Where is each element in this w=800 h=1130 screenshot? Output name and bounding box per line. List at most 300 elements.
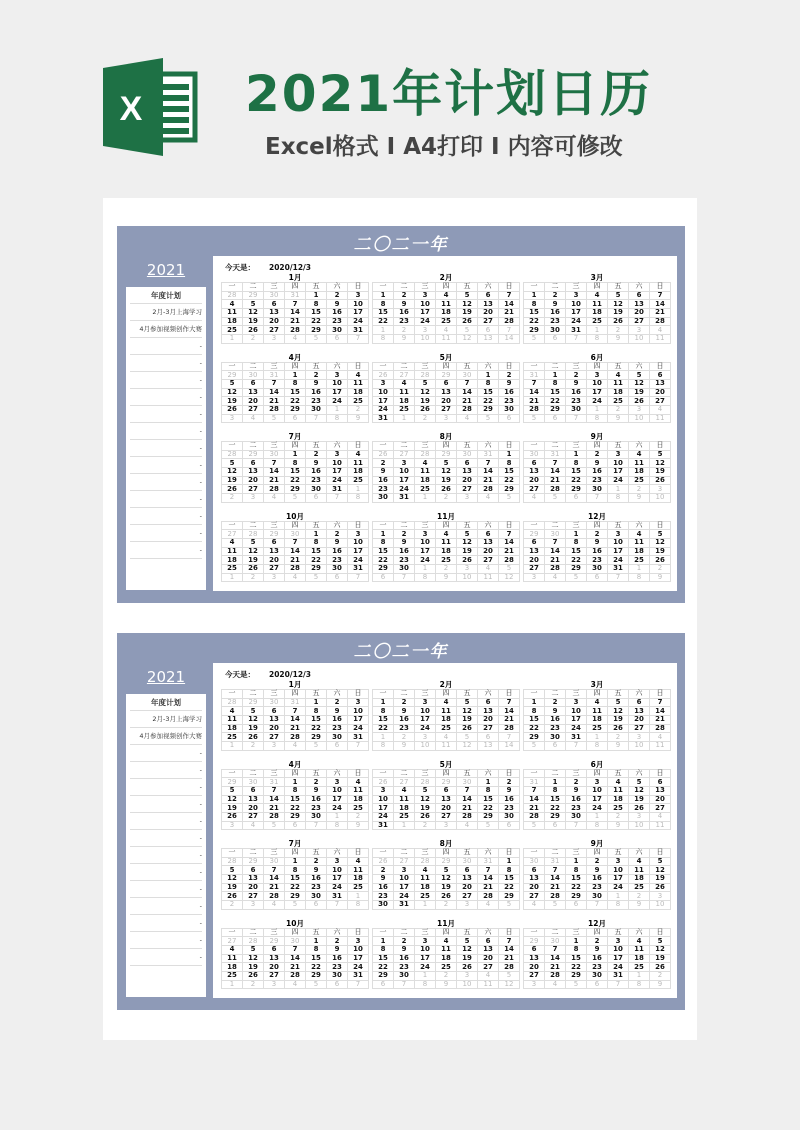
day-cell-other-month[interactable]: 7 [587, 494, 608, 503]
plan-item[interactable]: - [130, 796, 202, 813]
day-cell[interactable]: 27 [478, 963, 499, 972]
day-cell-other-month[interactable]: 3 [264, 980, 285, 989]
plan-item[interactable]: - [130, 779, 202, 796]
day-cell-other-month[interactable]: 3 [457, 564, 478, 573]
day-cell-other-month[interactable]: 3 [436, 821, 457, 830]
day-cell[interactable]: 19 [629, 795, 650, 804]
day-cell-other-month[interactable]: 29 [222, 371, 243, 380]
day-cell[interactable]: 1 [478, 778, 499, 787]
day-cell[interactable]: 27 [243, 485, 264, 494]
day-cell[interactable]: 2 [499, 778, 520, 787]
day-cell-other-month[interactable]: 10 [415, 335, 436, 344]
day-cell[interactable]: 16 [499, 388, 520, 397]
day-cell[interactable]: 20 [243, 804, 264, 813]
day-cell[interactable]: 2 [499, 371, 520, 380]
plan-item[interactable]: - [130, 372, 202, 389]
day-cell[interactable]: 12 [243, 954, 264, 963]
day-cell-other-month[interactable]: 6 [327, 335, 348, 344]
day-cell-other-month[interactable]: 6 [478, 326, 499, 335]
day-cell[interactable]: 3 [566, 698, 587, 707]
day-cell[interactable]: 7 [545, 945, 566, 954]
day-cell[interactable]: 14 [499, 707, 520, 716]
plan-item[interactable]: 2月-3月上海学习 [130, 304, 202, 321]
day-cell[interactable]: 12 [436, 875, 457, 884]
day-cell[interactable]: 29 [566, 971, 587, 980]
day-cell-other-month[interactable]: 4 [478, 901, 499, 910]
day-cell[interactable]: 4 [629, 937, 650, 946]
day-cell[interactable]: 31 [566, 326, 587, 335]
day-cell-other-month[interactable]: 2 [415, 414, 436, 423]
day-cell[interactable]: 20 [524, 883, 545, 892]
day-cell-other-month[interactable]: 1 [587, 733, 608, 742]
day-cell[interactable]: 23 [394, 724, 415, 733]
day-cell[interactable]: 11 [348, 866, 369, 875]
day-cell[interactable]: 21 [478, 476, 499, 485]
day-cell[interactable]: 3 [373, 379, 394, 388]
day-cell[interactable]: 1 [285, 857, 306, 866]
day-cell-other-month[interactable]: 13 [478, 335, 499, 344]
day-cell-other-month[interactable]: 2 [608, 326, 629, 335]
day-cell-other-month[interactable]: 5 [478, 414, 499, 423]
day-cell[interactable]: 6 [457, 866, 478, 875]
day-cell[interactable]: 5 [243, 300, 264, 309]
day-cell-other-month[interactable]: 3 [264, 335, 285, 344]
day-cell[interactable]: 5 [457, 291, 478, 300]
day-cell[interactable]: 17 [415, 309, 436, 318]
day-cell[interactable]: 22 [545, 804, 566, 813]
day-cell-other-month[interactable]: 4 [285, 742, 306, 751]
day-cell[interactable]: 4 [587, 291, 608, 300]
day-cell[interactable]: 12 [415, 388, 436, 397]
day-cell[interactable]: 3 [327, 371, 348, 380]
day-cell[interactable]: 1 [545, 371, 566, 380]
day-cell[interactable]: 8 [524, 707, 545, 716]
day-cell[interactable]: 16 [545, 309, 566, 318]
day-cell[interactable]: 12 [415, 795, 436, 804]
plan-item[interactable]: - [130, 508, 202, 525]
day-cell[interactable]: 22 [306, 963, 327, 972]
day-cell[interactable]: 15 [566, 547, 587, 556]
day-cell-other-month[interactable]: 29 [436, 857, 457, 866]
day-cell[interactable]: 3 [415, 698, 436, 707]
day-cell-other-month[interactable]: 3 [629, 326, 650, 335]
day-cell[interactable]: 11 [222, 547, 243, 556]
day-cell[interactable]: 4 [348, 371, 369, 380]
day-cell-other-month[interactable]: 28 [415, 371, 436, 380]
day-cell[interactable]: 21 [524, 397, 545, 406]
day-cell-other-month[interactable]: 4 [243, 414, 264, 423]
day-cell[interactable]: 4 [436, 937, 457, 946]
day-cell[interactable]: 2 [394, 291, 415, 300]
day-cell[interactable]: 4 [608, 371, 629, 380]
day-cell[interactable]: 24 [415, 724, 436, 733]
day-cell[interactable]: 27 [436, 405, 457, 414]
day-cell[interactable]: 14 [499, 538, 520, 547]
day-cell-other-month[interactable]: 1 [608, 892, 629, 901]
day-cell[interactable]: 27 [264, 971, 285, 980]
plan-item[interactable]: - [130, 762, 202, 779]
day-cell[interactable]: 6 [457, 459, 478, 468]
day-cell[interactable]: 21 [478, 883, 499, 892]
day-cell-other-month[interactable]: 9 [348, 414, 369, 423]
day-cell-other-month[interactable]: 4 [650, 405, 671, 414]
day-cell-other-month[interactable]: 3 [524, 980, 545, 989]
day-cell-other-month[interactable]: 12 [457, 335, 478, 344]
day-cell[interactable]: 17 [587, 795, 608, 804]
day-cell-other-month[interactable]: 29 [243, 450, 264, 459]
day-cell[interactable]: 24 [327, 476, 348, 485]
day-cell-other-month[interactable]: 10 [629, 821, 650, 830]
day-cell[interactable]: 23 [587, 556, 608, 565]
day-cell-other-month[interactable]: 3 [650, 485, 671, 494]
day-cell[interactable]: 18 [629, 875, 650, 884]
day-cell[interactable]: 30 [327, 733, 348, 742]
day-cell[interactable]: 9 [545, 300, 566, 309]
day-cell[interactable]: 15 [545, 388, 566, 397]
day-cell[interactable]: 25 [394, 812, 415, 821]
day-cell-other-month[interactable]: 5 [306, 573, 327, 582]
day-cell[interactable]: 14 [285, 547, 306, 556]
day-cell-other-month[interactable]: 4 [650, 733, 671, 742]
day-cell[interactable]: 23 [373, 892, 394, 901]
day-cell[interactable]: 17 [566, 716, 587, 725]
day-cell[interactable]: 30 [327, 326, 348, 335]
day-cell-other-month[interactable]: 7 [608, 980, 629, 989]
day-cell[interactable]: 8 [478, 786, 499, 795]
day-cell[interactable]: 13 [524, 468, 545, 477]
day-cell-other-month[interactable]: 29 [243, 857, 264, 866]
day-cell[interactable]: 20 [264, 963, 285, 972]
day-cell[interactable]: 6 [264, 538, 285, 547]
plan-item[interactable]: - [130, 423, 202, 440]
day-cell-other-month[interactable]: 1 [629, 564, 650, 573]
day-cell[interactable]: 1 [499, 450, 520, 459]
day-cell[interactable]: 21 [545, 883, 566, 892]
day-cell[interactable]: 12 [222, 388, 243, 397]
day-cell[interactable]: 21 [264, 476, 285, 485]
day-cell[interactable]: 23 [306, 476, 327, 485]
day-cell-other-month[interactable]: 4 [545, 573, 566, 582]
day-cell[interactable]: 1 [373, 291, 394, 300]
day-cell[interactable]: 20 [436, 804, 457, 813]
day-cell[interactable]: 10 [327, 379, 348, 388]
day-cell[interactable]: 29 [478, 405, 499, 414]
day-cell[interactable]: 23 [566, 804, 587, 813]
day-cell-other-month[interactable]: 2 [394, 326, 415, 335]
day-cell[interactable]: 7 [499, 291, 520, 300]
day-cell[interactable]: 14 [264, 388, 285, 397]
day-cell[interactable]: 19 [243, 963, 264, 972]
day-cell-other-month[interactable]: 1 [587, 405, 608, 414]
day-cell[interactable]: 25 [587, 724, 608, 733]
plan-item[interactable]: - [130, 542, 202, 559]
day-cell[interactable]: 25 [415, 485, 436, 494]
day-cell-other-month[interactable]: 6 [499, 821, 520, 830]
day-cell-other-month[interactable]: 9 [436, 980, 457, 989]
day-cell[interactable]: 13 [524, 547, 545, 556]
day-cell[interactable]: 23 [306, 804, 327, 813]
day-cell-other-month[interactable]: 4 [478, 971, 499, 980]
day-cell-other-month[interactable]: 1 [587, 812, 608, 821]
day-cell[interactable]: 3 [608, 937, 629, 946]
day-cell[interactable]: 11 [608, 379, 629, 388]
day-cell[interactable]: 6 [650, 371, 671, 380]
day-cell[interactable]: 26 [650, 556, 671, 565]
day-cell[interactable]: 8 [373, 538, 394, 547]
day-cell[interactable]: 12 [629, 786, 650, 795]
day-cell[interactable]: 22 [545, 397, 566, 406]
day-cell-other-month[interactable]: 4 [436, 326, 457, 335]
day-cell[interactable]: 10 [348, 538, 369, 547]
day-cell[interactable]: 15 [306, 309, 327, 318]
day-cell[interactable]: 2 [545, 698, 566, 707]
day-cell[interactable]: 28 [264, 405, 285, 414]
day-cell[interactable]: 27 [243, 405, 264, 414]
day-cell[interactable]: 19 [436, 883, 457, 892]
day-cell[interactable]: 31 [373, 821, 394, 830]
day-cell[interactable]: 18 [608, 388, 629, 397]
day-cell-other-month[interactable]: 30 [524, 857, 545, 866]
day-cell-other-month[interactable]: 28 [243, 937, 264, 946]
day-cell[interactable]: 18 [222, 963, 243, 972]
day-cell[interactable]: 27 [524, 485, 545, 494]
day-cell[interactable]: 27 [457, 892, 478, 901]
day-cell[interactable]: 19 [650, 547, 671, 556]
day-cell-other-month[interactable]: 1 [587, 326, 608, 335]
day-cell-other-month[interactable]: 4 [650, 812, 671, 821]
day-cell[interactable]: 13 [243, 468, 264, 477]
plan-item[interactable]: - [130, 440, 202, 457]
day-cell[interactable]: 31 [566, 733, 587, 742]
day-cell[interactable]: 6 [264, 945, 285, 954]
day-cell[interactable]: 21 [285, 317, 306, 326]
day-cell[interactable]: 17 [394, 883, 415, 892]
day-cell-other-month[interactable]: 7 [394, 573, 415, 582]
day-cell[interactable]: 11 [436, 707, 457, 716]
day-cell[interactable]: 3 [327, 857, 348, 866]
day-cell-other-month[interactable]: 8 [327, 821, 348, 830]
day-cell[interactable]: 5 [650, 530, 671, 539]
day-cell[interactable]: 10 [348, 300, 369, 309]
day-cell[interactable]: 29 [499, 892, 520, 901]
day-cell[interactable]: 19 [608, 716, 629, 725]
day-cell[interactable]: 22 [499, 476, 520, 485]
day-cell[interactable]: 10 [587, 786, 608, 795]
day-cell[interactable]: 12 [608, 300, 629, 309]
day-cell-other-month[interactable]: 4 [264, 901, 285, 910]
day-cell[interactable]: 3 [415, 937, 436, 946]
day-cell[interactable]: 3 [587, 371, 608, 380]
day-cell[interactable]: 12 [243, 547, 264, 556]
day-cell[interactable]: 18 [415, 476, 436, 485]
day-cell-other-month[interactable]: 8 [373, 742, 394, 751]
day-cell[interactable]: 21 [650, 309, 671, 318]
day-cell[interactable]: 15 [478, 388, 499, 397]
day-cell[interactable]: 7 [650, 291, 671, 300]
day-cell[interactable]: 14 [457, 388, 478, 397]
day-cell[interactable]: 12 [222, 875, 243, 884]
day-cell[interactable]: 10 [394, 875, 415, 884]
day-cell[interactable]: 26 [650, 883, 671, 892]
day-cell[interactable]: 18 [587, 716, 608, 725]
day-cell[interactable]: 2 [306, 857, 327, 866]
day-cell[interactable]: 14 [524, 388, 545, 397]
day-cell[interactable]: 13 [264, 716, 285, 725]
day-cell[interactable]: 4 [587, 698, 608, 707]
day-cell-other-month[interactable]: 3 [222, 414, 243, 423]
day-cell[interactable]: 11 [348, 379, 369, 388]
day-cell[interactable]: 8 [499, 459, 520, 468]
plan-item[interactable]: - [130, 355, 202, 372]
day-cell[interactable]: 26 [243, 733, 264, 742]
day-cell-other-month[interactable]: 28 [415, 778, 436, 787]
day-cell[interactable]: 25 [415, 892, 436, 901]
day-cell[interactable]: 28 [285, 971, 306, 980]
day-cell-other-month[interactable]: 31 [264, 371, 285, 380]
day-cell[interactable]: 27 [436, 812, 457, 821]
day-cell-other-month[interactable]: 9 [650, 573, 671, 582]
day-cell[interactable]: 12 [436, 468, 457, 477]
plan-item[interactable]: - [130, 525, 202, 542]
day-cell[interactable]: 19 [222, 397, 243, 406]
day-cell-other-month[interactable]: 4 [285, 980, 306, 989]
day-cell[interactable]: 30 [373, 901, 394, 910]
day-cell[interactable]: 4 [629, 450, 650, 459]
day-cell-other-month[interactable]: 7 [499, 326, 520, 335]
day-cell[interactable]: 2 [394, 530, 415, 539]
day-cell[interactable]: 8 [373, 707, 394, 716]
day-cell[interactable]: 9 [566, 379, 587, 388]
day-cell[interactable]: 24 [415, 963, 436, 972]
day-cell[interactable]: 2 [394, 698, 415, 707]
day-cell[interactable]: 10 [415, 945, 436, 954]
day-cell[interactable]: 24 [348, 963, 369, 972]
day-cell[interactable]: 16 [587, 547, 608, 556]
day-cell[interactable]: 14 [285, 309, 306, 318]
plan-item[interactable]: - [130, 389, 202, 406]
day-cell[interactable]: 22 [306, 724, 327, 733]
day-cell-other-month[interactable]: 6 [285, 821, 306, 830]
day-cell[interactable]: 13 [629, 707, 650, 716]
day-cell-other-month[interactable]: 30 [545, 937, 566, 946]
day-cell-other-month[interactable]: 9 [650, 980, 671, 989]
day-cell[interactable]: 27 [524, 564, 545, 573]
day-cell-other-month[interactable]: 10 [629, 742, 650, 751]
day-cell[interactable]: 28 [285, 733, 306, 742]
day-cell[interactable]: 7 [264, 786, 285, 795]
day-cell[interactable]: 12 [629, 379, 650, 388]
day-cell[interactable]: 14 [264, 875, 285, 884]
day-cell[interactable]: 30 [587, 892, 608, 901]
day-cell-other-month[interactable]: 3 [629, 733, 650, 742]
day-cell[interactable]: 22 [285, 476, 306, 485]
day-cell[interactable]: 24 [348, 317, 369, 326]
day-cell[interactable]: 18 [348, 875, 369, 884]
day-cell-other-month[interactable]: 8 [415, 573, 436, 582]
day-cell-other-month[interactable]: 28 [222, 450, 243, 459]
day-cell[interactable]: 29 [566, 564, 587, 573]
day-cell[interactable]: 12 [222, 795, 243, 804]
day-cell-other-month[interactable]: 9 [608, 742, 629, 751]
day-cell-other-month[interactable]: 3 [264, 573, 285, 582]
day-cell[interactable]: 21 [545, 963, 566, 972]
day-cell-other-month[interactable]: 31 [478, 450, 499, 459]
day-cell[interactable]: 14 [650, 300, 671, 309]
day-cell[interactable]: 10 [394, 468, 415, 477]
day-cell[interactable]: 7 [545, 866, 566, 875]
day-cell[interactable]: 20 [264, 724, 285, 733]
day-cell-other-month[interactable]: 29 [243, 291, 264, 300]
day-cell-other-month[interactable]: 8 [348, 901, 369, 910]
day-cell[interactable]: 11 [436, 945, 457, 954]
day-cell[interactable]: 25 [222, 326, 243, 335]
day-cell[interactable]: 30 [373, 494, 394, 503]
day-cell[interactable]: 11 [587, 300, 608, 309]
day-cell[interactable]: 23 [545, 724, 566, 733]
day-cell[interactable]: 6 [478, 937, 499, 946]
day-cell-other-month[interactable]: 1 [415, 971, 436, 980]
day-cell-other-month[interactable]: 12 [499, 980, 520, 989]
day-cell[interactable]: 18 [222, 556, 243, 565]
day-cell[interactable]: 15 [545, 795, 566, 804]
day-cell-other-month[interactable]: 8 [629, 980, 650, 989]
day-cell[interactable]: 28 [545, 485, 566, 494]
day-cell[interactable]: 23 [327, 317, 348, 326]
day-cell[interactable]: 5 [243, 707, 264, 716]
day-cell[interactable]: 24 [608, 476, 629, 485]
day-cell-other-month[interactable]: 3 [457, 494, 478, 503]
day-cell-other-month[interactable]: 6 [478, 733, 499, 742]
day-cell[interactable]: 23 [499, 804, 520, 813]
day-cell[interactable]: 27 [478, 317, 499, 326]
day-cell[interactable]: 9 [373, 875, 394, 884]
day-cell[interactable]: 21 [524, 804, 545, 813]
day-cell[interactable]: 11 [222, 309, 243, 318]
day-cell[interactable]: 25 [436, 963, 457, 972]
day-cell[interactable]: 4 [436, 530, 457, 539]
day-cell[interactable]: 1 [285, 450, 306, 459]
day-cell[interactable]: 1 [478, 371, 499, 380]
day-cell[interactable]: 2 [587, 450, 608, 459]
day-cell-other-month[interactable]: 14 [499, 742, 520, 751]
day-cell[interactable]: 18 [222, 317, 243, 326]
day-cell[interactable]: 6 [478, 291, 499, 300]
day-cell-other-month[interactable]: 7 [306, 821, 327, 830]
day-cell[interactable]: 2 [327, 698, 348, 707]
day-cell[interactable]: 19 [650, 875, 671, 884]
day-cell[interactable]: 27 [650, 804, 671, 813]
day-cell[interactable]: 15 [306, 716, 327, 725]
day-cell-other-month[interactable]: 29 [243, 698, 264, 707]
day-cell[interactable]: 26 [222, 405, 243, 414]
day-cell[interactable]: 6 [629, 291, 650, 300]
day-cell[interactable]: 22 [373, 556, 394, 565]
day-cell[interactable]: 29 [306, 733, 327, 742]
day-cell-other-month[interactable]: 1 [394, 414, 415, 423]
day-cell[interactable]: 29 [373, 971, 394, 980]
day-cell[interactable]: 27 [629, 724, 650, 733]
day-cell[interactable]: 17 [415, 954, 436, 963]
day-cell-other-month[interactable]: 4 [478, 494, 499, 503]
day-cell[interactable]: 24 [327, 804, 348, 813]
day-cell[interactable]: 8 [285, 786, 306, 795]
day-cell-other-month[interactable]: 9 [394, 335, 415, 344]
day-cell[interactable]: 7 [264, 866, 285, 875]
day-cell[interactable]: 12 [650, 945, 671, 954]
day-cell[interactable]: 20 [436, 397, 457, 406]
day-cell[interactable]: 27 [629, 317, 650, 326]
day-cell[interactable]: 13 [524, 875, 545, 884]
